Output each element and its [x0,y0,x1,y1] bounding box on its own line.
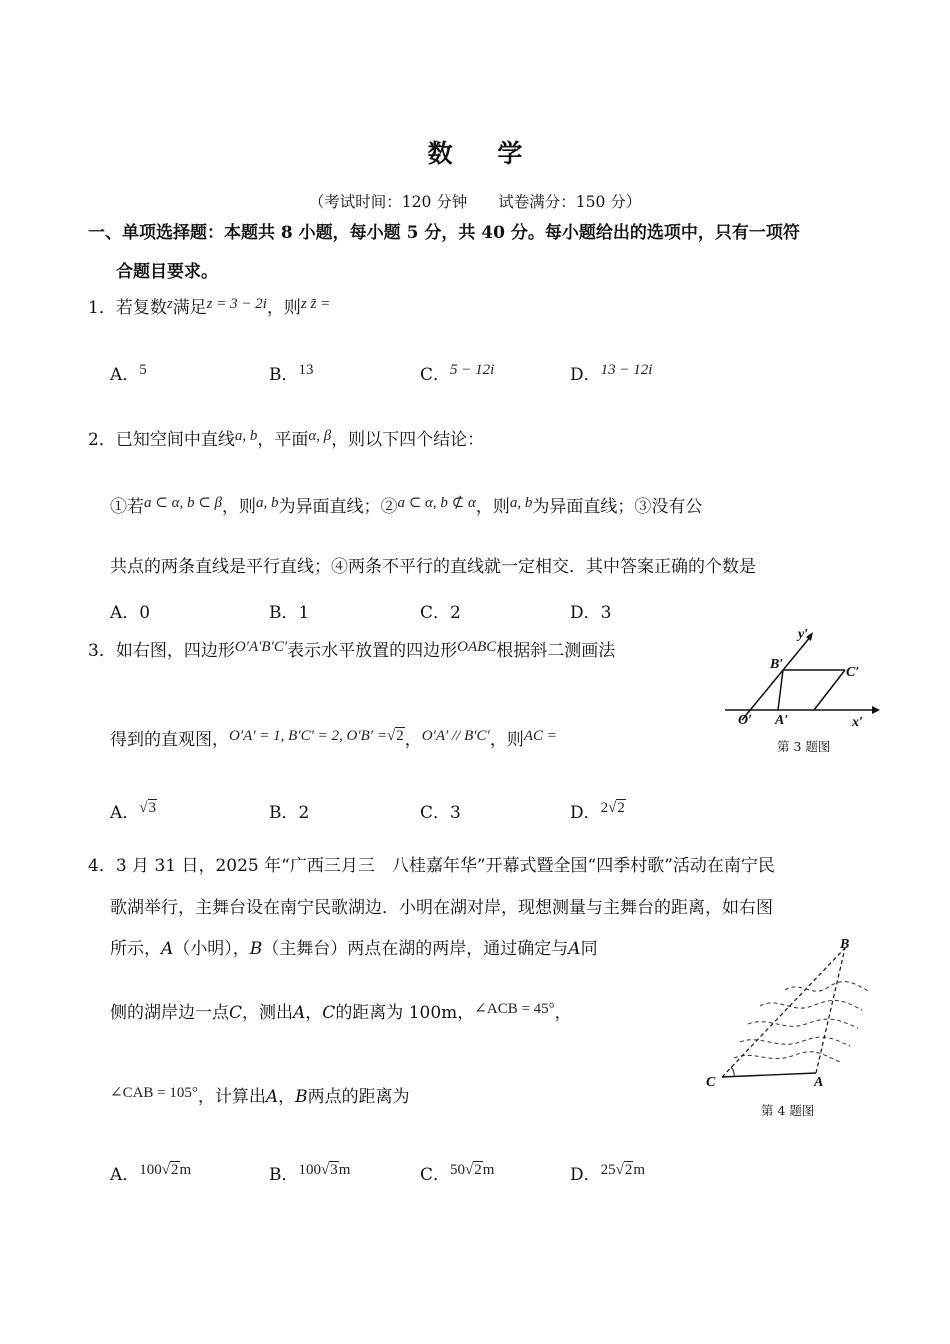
unit: m [179,1162,192,1178]
question-number: 1． [88,298,116,318]
option-d[interactable]: D．3 [570,603,612,623]
question-2 [88,430,484,451]
q2-math: a, b [234,428,258,444]
option-b[interactable]: B．2 [269,803,310,823]
q4-text: ， [278,1087,296,1107]
coefficient: 25 [600,1162,616,1178]
page-title: 数 学 [427,139,541,168]
option-label: C． [420,1165,451,1185]
option-value: 5 − 12i [450,362,495,378]
option-value: 13 [298,362,314,378]
option-b[interactable] [269,360,314,385]
q4-point: A [161,939,174,959]
q4-math: ∠ACB = 45° [474,1001,555,1017]
q3-text: 如右图，四边形 [115,641,235,661]
q4-point: B [249,939,263,959]
unit: m [338,1162,351,1178]
q4-text: 所示， [110,939,161,959]
label-a-prime: A′ [775,713,789,728]
option-d[interactable] [570,798,626,823]
label-c: C [706,1075,716,1090]
q3-math: AC = [523,728,557,744]
q3-text: ，则 [489,730,524,750]
q2-text: ，则 [221,497,256,517]
option-label: B． [269,1165,299,1185]
option-value: 50√2m [450,1162,495,1178]
unit: m [633,1162,646,1178]
question-4-line2: 歌湖举行，主舞台设在南宁民歌湖边．小明在湖对岸，现想测量与主舞台的距离，如右图 [110,898,773,918]
q3-math: O′A′ = 1, B′C′ = 2, O′B′ = [229,728,387,744]
option-c[interactable] [420,1160,494,1185]
q4-text: （主舞台）两点在湖的两岸，通过确定与 [262,939,569,959]
q2-math: α, β [308,428,332,444]
q3-sqrt: √2 [386,728,404,744]
question-4 [88,856,775,876]
q4-text: 3 月 31 日，2025 年“广西三月三 八桂嘉年华”开幕式暨全国“四季村歌”活动在南宁民 [115,856,775,876]
q1-text: 若复数 [115,298,167,318]
q4-point: C [229,1003,243,1023]
q2-math: a, b [255,495,279,511]
q3-text: 根据斜二测画法 [496,641,616,661]
exam-info: （考试时间：120 分钟 试卷满分：150 分） [308,193,642,211]
question-2-statements [110,497,702,518]
option-label: A． [110,365,140,385]
radicand: 2 [474,1162,482,1178]
q4-text: 的距离为 100m， [335,1003,475,1023]
question-4-line3 [110,939,598,959]
radicand: 2 [617,800,625,816]
question-4-line4 [110,1003,572,1024]
q4-text: 同 [580,939,598,959]
option-a[interactable]: A．0 [110,603,151,623]
option-label: B． [269,365,299,385]
figure-3-caption: 第 3 题图 [777,739,831,754]
option-value: 100√3m [298,1162,351,1178]
q2-text: 为异面直线；② [278,497,398,517]
label-b-prime: B′ [770,657,784,672]
figure-4-diagram [700,932,880,1092]
q4-text: ，计算出 [197,1087,266,1107]
option-value: 25√2m [600,1162,646,1178]
q2-text: ，则 [475,497,510,517]
q4-point: A [293,1003,306,1023]
section-heading: 一、单项选择题：本题共 8 小题，每小题 5 分，共 40 分。每小题给出的选项中，只有一项符 [88,223,800,243]
q2-text: ①若 [110,497,144,517]
option-value: 5 [139,362,147,378]
q2-text: ，平面 [257,430,309,450]
q2-math: a, b [509,495,533,511]
question-number: 4． [88,856,116,876]
option-a[interactable] [110,798,157,823]
option-value: 13 − 12i [600,362,653,378]
radicand: 2 [171,1162,179,1178]
q3-text: 得到的直观图， [110,730,229,750]
q3-text: ， [404,730,422,750]
figure-4-caption: 第 4 题图 [761,1103,815,1118]
q2-text: ，则以下四个结论： [331,430,485,450]
label-c-prime: C′ [846,665,860,680]
q4-text: 侧的湖岸边一点 [110,1003,229,1023]
q1-text: 满足 [172,298,207,318]
option-c[interactable]: C．3 [420,803,461,823]
question-4-line5 [110,1087,410,1108]
q4-text: ， [554,1003,572,1023]
unit: m [482,1162,495,1178]
question-3 [88,641,615,662]
option-d[interactable] [570,1160,645,1185]
option-label: C． [420,365,451,385]
option-c[interactable]: C．2 [420,603,461,623]
label-o-prime: O′ [738,713,753,728]
radicand: 2 [624,1162,633,1178]
q4-text: 两点的距离为 [307,1087,410,1107]
q3-text: 表示水平放置的四边形 [287,641,458,661]
q2-math: a ⊂ α, b ⊂ β [144,495,222,511]
figure-3-diagram [720,620,880,740]
option-c[interactable] [420,360,494,385]
option-value: 2√2 [600,800,625,816]
option-value: 100√2m [139,1162,192,1178]
q4-point: A [568,939,581,959]
coefficient: 50 [450,1162,466,1178]
label-a: A [814,1075,824,1090]
radicand: 3 [330,1162,338,1178]
q4-text: ，测出 [242,1003,294,1023]
coefficient: 100 [298,1162,321,1178]
question-number: 2． [88,430,116,450]
coefficient: 2 [600,800,609,816]
option-label: A． [110,1165,140,1185]
q4-math: ∠CAB = 105° [110,1085,198,1101]
q4-point: B [295,1087,308,1107]
q1-math-z: z [166,296,173,312]
q2-math: a ⊂ α, b ⊄ α [397,495,476,511]
label-b: B [840,937,850,952]
label-y-prime: y′ [798,627,809,642]
q4-text: （小明）， [173,939,250,959]
coefficient: 100 [139,1162,162,1178]
option-d[interactable] [570,360,652,385]
option-a[interactable] [110,360,147,385]
option-label: D． [570,365,601,385]
option-label: D． [570,803,601,823]
question-1 [88,298,330,319]
question-3-cont [110,730,557,751]
option-label: A． [110,803,140,823]
option-a[interactable] [110,1160,191,1185]
question-2-statements-cont: 共点的两条直线是平行直线；④两条不平行的直线就一定相交．其中答案正确的个数是 [110,557,756,577]
option-label: D． [570,1165,601,1185]
q1-text: ，则 [266,298,301,318]
q4-point: A [265,1087,279,1107]
q2-text: 为异面直线；③没有公 [532,497,703,517]
q3-math: O′A′B′C′ [234,639,288,655]
option-b[interactable] [269,1160,350,1185]
q3-math: OABC [457,639,497,655]
radicand: 2 [396,728,404,744]
q1-math-ask: z z̄ = [300,296,331,312]
q2-text: 已知空间中直线 [115,430,235,450]
radicand: 3 [148,800,157,816]
section-heading-cont: 合题目要求。 [116,262,218,282]
label-x-prime: x′ [852,715,863,730]
q4-point: C [322,1003,336,1023]
q1-math-eq: z = 3 − 2i [206,296,267,312]
option-b[interactable]: B．1 [269,603,310,623]
q4-text: ， [305,1003,323,1023]
q3-math: O′A′ // B′C′ [421,728,490,744]
option-value: √3 [139,800,157,816]
question-number: 3． [88,641,116,661]
